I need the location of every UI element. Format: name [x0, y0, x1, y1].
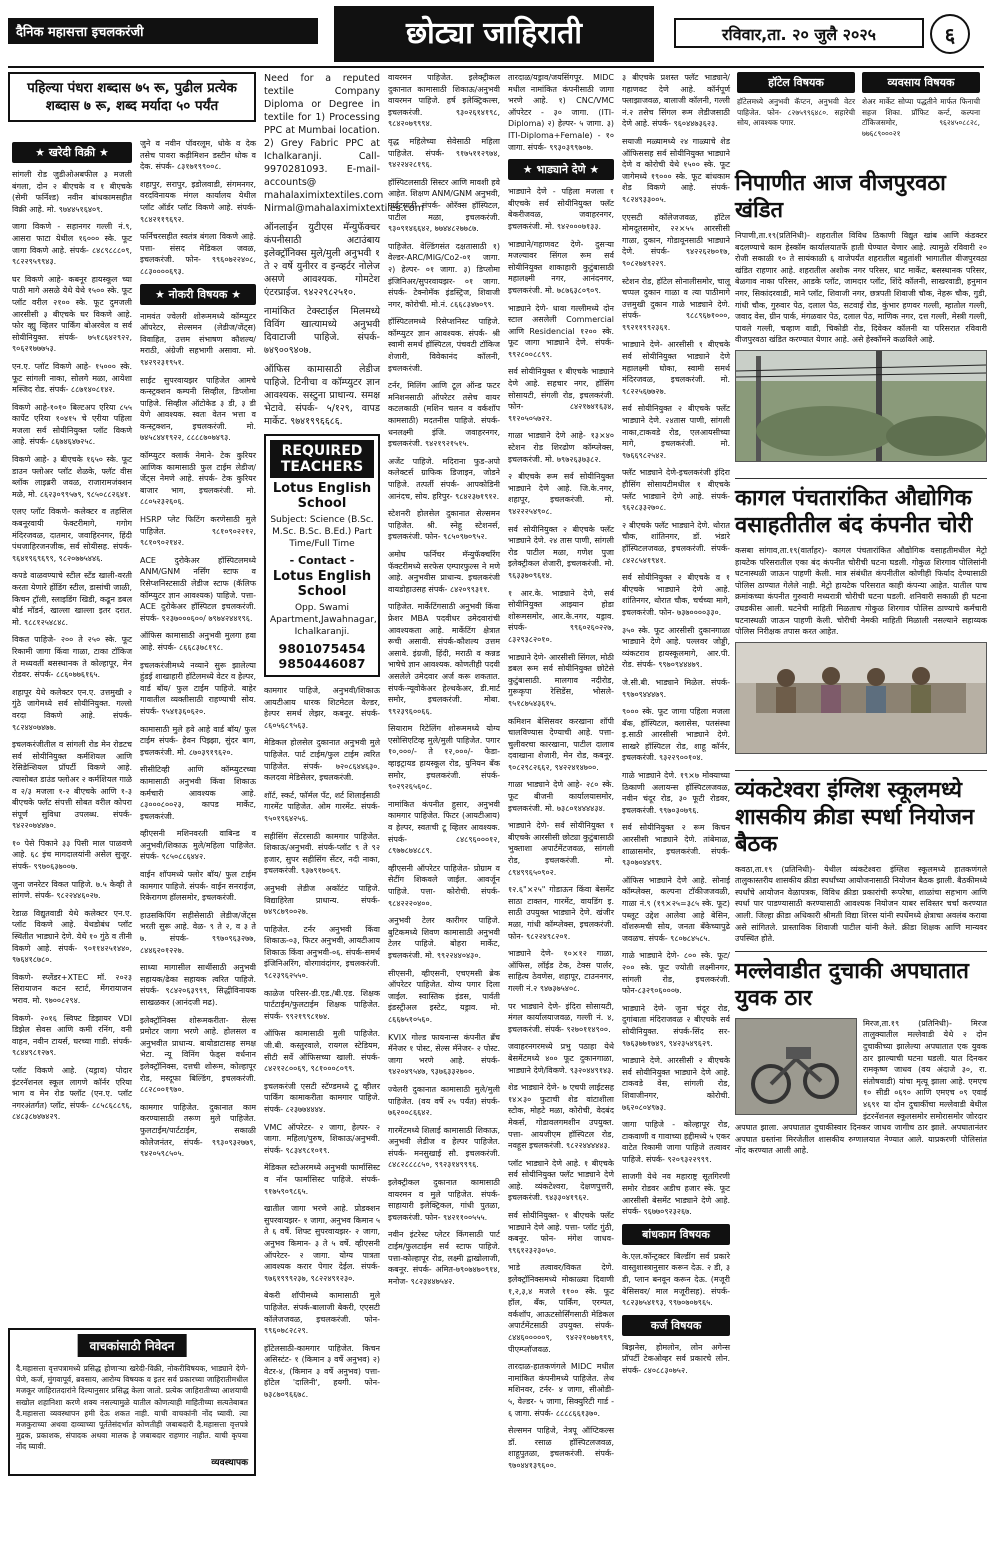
classified-ad: हॉटेलसाठी-कामगार पाहिजेत. किचन असिस्टंट- १ (किमान ३ वर्षे अनुभव) २) वेटर-४, (किमान ३ वर्षे अनुभव) पत्ता-हॉटेल 'दालिनी', हयगी. फोन- ७३८७०९६६७८.: [264, 1343, 380, 1400]
classified-ad: इचलकरंजी एसटी स्टॅण्डमध्ये टू व्हीलर पार्किंग कामाकरीता कामगार पाहिजे. संपर्क- ८२३७७४४४४.: [264, 1081, 380, 1114]
column-classifieds-sale: [8, 72, 136, 1322]
classified-ad: विकणे आहे- ३ बीएचके १६५० स्के. फूट डाउन फ्लोअर प्लॉट शेळके, फ्लॅट वीस ब्लॉक लाइब्ररी जवळ, राजारामजंक्शन मळे, मो. ८६२३०९९५७९, ९८५०८८२६४१.: [12, 455, 132, 499]
classified-ad: भाड्याने देणे- आरसीसी १ बीएचके सर्व सोयीनियुक्त भाड्याने देणे महालक्ष्मी घोका, स्वामी समर्थ मंदिरजवळ, इचलकरंजी. मो. ९८२२५६७७२७.: [622, 340, 730, 396]
classified-ad: एलए प्लॉट विकणे- कलेक्टर व तहसिल कबनूरवायी फेक्टरीमागे, गगोग मंदिरजवळ, दातमार, जवाहिरनगर, हिंदी पंथजाहिरजनजीक, सर्व सोयीसह. संपर्क- ९६४१९६९६९९, ९८२०७७५४४६.: [12, 507, 132, 563]
classified-ad: १२.६"×२५" गोडाऊन किंवा बेसमेंट साठा टाक्तन, गारमेंट, वायडिंग इ. साठी उपयुक्त भाड्याने देणे. खंजीर मळा, गांधी कॉम्प्लेक्स, इचलकरंजी. फोन- ९८२२४९८२०१.: [508, 885, 614, 941]
teachers-ad-phone-1: 9801075454: [278, 641, 366, 656]
classified-ad: भाड्याने/गहाणवट देणे- दुसऱ्या मजल्यावर सिंगल रूम सर्व सोयीनियुक्त शाकाहारी कुटुंबासाठी महालक्ष्मी नगर, आनंदनगर, इचलकरंजी. मो. ७८७६३८०९०९.: [508, 239, 614, 295]
classified-ad: अजेंट पाहिजे. मदिराना फुड-अपो कलेक्टर्स ग्राफिक डिजाइन, जोडने पाहिजे. तत्पर्ती संपर्क- आपकोडिनी आनंदच, सोय. हरिपुर- ९८४२३७१९१२.: [388, 456, 500, 501]
newspaper-name: दैनिक महासत्ता इचलकरंजी: [8, 18, 318, 44]
classified-ad: नामांकित कंपनीत हुसार, अनुभवी कामगार पाहिजेत. फिटर (आयटीआय) व हेल्पर, स्वतःची टू व्हिलर आवश्यक. संपर्क- ८४८९६०००१२, ८९७७८७४८८९.: [388, 799, 500, 856]
classified-ad: २ बीएचके रूम सर्व सोयीनियुक्त भाड्याने देणे आहे. जि.के.नगर, शहापूर, इचलकरंजी. मो. ९४२२२५४९०८.: [508, 472, 614, 516]
classified-ad: कपडे वाळवण्याचे स्टील स्टँड खाली-वरती करता येणारे होंडिंग स्टील, डासांची जाळी, किचन ट्रॉली, स्लाइडिंग खिडी, कढून डबल बोर्ड मॉडर्न, खाल्ला खाल्ला इतर दरात. मो. ९८८१२५४८४८.: [12, 571, 132, 627]
masthead: [8, 6, 984, 64]
classified-ad: गाळा भाड्याने देणे आहे- २८० स्के. फूट बीजनी कार्यालयासमोर, इचलकरंजी. मो. ७३८०१४४४४३४.: [508, 780, 614, 813]
classified-ad: खातील जागा भरणे आहे. प्रोडक्शन सुपरवायझर- १ जागा, अनुभव किमान ५ ते ६ वर्षे. शिफ्ट सुपरवायझर- २ जागा, अनुभव किमान- ३ ते ५ वर्षे. व्हीएसनी ऑपरेटर- २ जागा. योग्य पात्रता आवश्यक करार पेगार देईल. संपर्क- ९७६१९९९२३७, ९८२२४९१२३०.: [264, 1204, 380, 1283]
column-rentals-2: [618, 72, 734, 1532]
classified-ad: नवीन इंटरेस्ट प्लेटर किंगसाठी पार्ट टाईम/फुलटाईम सर्व स्टाफ पाहिजे. पत्ता-कोल्हापूर रोड, लक्ष्मी द्वाखोलाजी, कबनूर. संपर्क- अमित-७९०७४७०९१४, मनोज- ९८२३४४७५४२.: [388, 1230, 500, 1286]
divider: [735, 478, 987, 479]
classified-ad: कामासाठी मुले हवे आहे वार्ड बॉय/ फुल टाईम संपर्क- हेवन पिझ्झा, सुंदर बाग, इचलकरंजी. मो. ८७०३९१९६२०.: [140, 724, 256, 757]
classified-ad: विकणे- स्प्लेंडर+XTEC मॉ. २०२३ सिरायाजन कटन स्टार्ट, मेंगरायाजन भराव. मो. ९७००८२९४.: [12, 972, 132, 1005]
classified-ad: प्लॉट भाड्याने देणे आहे. १ बीएचके सर्व सोयीनियुक्त फ्लॅट भाड्याने देणे आहे. व्यंकटेश्वरा, देक्षणपुत्तरी, इचलकरंजी. ९४३३०४१९६२.: [508, 1158, 614, 1203]
classified-ad: भाड्याने देणे- जुना चंदूर रोड, दुगांबाता मंदिराजवळ २ बीएचके सर्व सोयीनियुक्त. संपर्क-सिंद सर- ९७६३७७१७४९, ९४२३५४९६२९.: [622, 1003, 730, 1048]
column-jobs-3: [384, 72, 504, 1532]
classified-ad: ज्वेलरी दुकानात कामासाठी मुले/मुली पाहिजेत. (वय वर्षे २५ पर्यंत) संपर्क- ७६२००८६६४२.: [388, 1084, 500, 1118]
classified-ad: गाळे भाड्याने देणे- ८०० स्के. फूट/२०० स्के. फूट ज्योती लक्ष्मीनगर, सांगली रोड, इचलकरंजी. फोन-८३२९०६०००७.: [622, 951, 730, 996]
teachers-ad-school: Lotus English School: [272, 481, 372, 511]
classified-ad: सेल्समन पाहिजे, नेत्रपू ऑप्टिकल्स डॉ. रसाळ हॉस्पिटलजवळ, शाहूपुतळा, इचलकरंजी. संपर्क- ९७०४४१३९६००.: [508, 1426, 614, 1470]
classified-ad: सहीसिंग सेंटरसाठी कामगार पाहिजेत. शिकाऊ/अनुभवी. संपर्क-प्लॉट ९ ते ९२ हजार, सुपर सहीसिंग सेंटर, नदी नाका, इचलकरंजी. ९३७९१७०६९.: [264, 831, 380, 876]
classified-ad: जे.सी.बी. भाड्याने मिळेल. संपर्क- ९९७०९४४४७९.: [622, 677, 730, 699]
classified-ad: ऑफिस भाड्याने देणे आहे. सोनाई कॉम्प्लेक्स, कल्पना टॉकीजजवळी, गाळा नं.९ (१९×२५=३८५ स्के. फूट) पब्लूट उद्देश आलेवा आहे बेसिन, वॉशरूमची सोय, जनता बँकेच्यापुढे जवळच. संपर्क- ९८०७८४५८५.: [622, 875, 730, 943]
column-rentals: [504, 72, 618, 1532]
classified-ad: हाउसकिपिंग सहीसेसाठी लेडीज/जेंट्स भरती सुरू आहे. वेळ- ९ ते २, व ३ ते ७. संपर्क- ९९७०९६३२७७, ८४४६२०१२२७.: [140, 910, 256, 955]
story-1-headline: निपाणीत आज वीजपुरवठा खंडित: [735, 171, 946, 223]
page-number: ६: [930, 14, 970, 54]
classified-ad: ऑनलाईन युटीएस मॅन्युफॅक्चर कंपनीसाठी अटाउंबाय इलेक्ट्रॉनिक्स मुले/मुली अनुभवी १ ते २ वर्षे युनीरर व इन्व्हर्टर नोलेज असणे आवश्यक. गोमटेश एंटरप्राईज. ९४२२९८२५१०.: [264, 222, 380, 298]
classified-ad: २ बीएचके फ्लॅट भाड्याने देणे. थोरात चौक, शांतिनगर, डॉ. भंडारे हॉस्पिटलजवळ, इचलकरंजी. संपर्क- ८४२८५४१९४१.: [622, 520, 730, 565]
classified-ad: ३ बीएचके प्रशस्त फ्लॅट भाड्याने/गहाणवट देणे आहे. कॉर्नपूर्ण फ्लाझाजवळ, बालाजी कॉलनी, गल्ली नं.२ तसेच सिंगल रूम लेडीजसाठी देणे आहे. संपर्क- ९६०४४७३६२३.: [622, 73, 730, 129]
classified-ad: सांगली रोड जुडीओअबफील ३ मजली बंगला, दोन २ बीएचके व १ बीएचके (सेमी फर्निश्ड) नवीन बांधकामसहीत विक्री आहे. मो. ९७४४५१६४०९.: [12, 170, 132, 214]
classified-ad: कामगार पाहिजे, अनुभवी/शिकाऊ आयटीआय धारक शिटमेटल वेल्डर, हेल्पर समर्थ लेझर, कबनूर. संपर्क- ८६०५६८९५६३.: [264, 686, 380, 730]
classified-ad: सर्व सोयीनियुक्त २ रूम किचन आरसीसी भाड्याने देणे. तांबेमाळ, शाळासमोर, इचलकरंजी. संपर्क- ९३०७०४४९९.: [622, 823, 730, 868]
classified-ad: पाहिजेत. वेल्डिंगसंत दक्षतासाठी १) वेल्डर-ARC/MIG/Co2-०१ जागा. २) हेल्पर- ०१ जागा. ३) डिप्लोमा इंजिनिअर/सुपरवायझर- ०१ जागा. संपर्क- टेक्नोमॅक इंडस्ट्रिज, शिवाजी नगर, कोरोची. मो.नं. ८६६८३४७०९९.: [388, 241, 500, 309]
classified-ad: सर्व सोयीनियुक्त २ बीएचके व १ बीएचके भाड्याने देणे आहे. शांतिनगर, थोरात चौक, चर्चच्या मागे, इचलकरंजी. फोन- ७३७००००३३०.: [622, 573, 730, 617]
classified-ad: इचलकरंजीतील व सांगली रोड मेन रोडटच सर्व सोयीनियुक्त कर्मशियल आणि रेसिडेन्शियल प्रॉपर्टी विकणे आहे. त्यासोबत डाउंड फ्लोअर २ कर्मशियल गाळे व २/३ मजला १-२ बीएचके आणि १-३ बीएचके फ्लॅट संपत्ती सोबत वरील कोपरा संपूर्ण सुविधा उपलब्ध. संपर्क- ९४२२०७४४७०.: [12, 740, 132, 831]
classified-ad: घर विकणे आहे- कबनूर हायस्कूल च्या पाठी मागे असळे येथे येथे १५०० स्के. फूट प्लॉट वरील २१०० स्के. फूट दुमजली आरसीसी ३ बीएचके घर विकणे आहे. फोर व्ह्यु व्हिलर पार्किंग बोअरवेल व सर्व सोयीनियुक्त. संपर्क- ७५१८६४२९२२, ९०६२१७७७५३.: [12, 274, 132, 354]
classified-ad: एएसटी कॉलेजजवळ, हॉटेल मोमदूतसमोर, २२×५५ आरसीसी गाळा, दुकान, गोडावूनसाठी भाड्याने देणे. संपर्क- ९४२२६२७०१७, ९०८२७४९२२९.: [622, 212, 730, 268]
news-column: [735, 170, 987, 1161]
classified-ad: बिझनेस, होमलोन, लोन अगेन्स प्रॉपर्टी टेकओव्हर सर्व प्रकारचे लोन. संपर्क- ८४०८८३०७५२.: [622, 1342, 730, 1375]
story-4-body: मिरज,ता.१९ (प्रतिनिधी)- मिरज तालुक्यातील मल्लेवाडी येथे २ दोन दुचाकीच्या झालेल्या अपघातात एक युवक ठार झाल्याची घटना घडली. यात दिनकर रामकृष्ण जाधव (वय अंदाजे ३०, रा. संतोषवाडी) यांचा मृत्यू झाला आहे. एमएच १० सीडी ०६९० आणि एमएच ०९ एवाई ४६९१ या दोन दुचाकींचा मल्लेवाडी बेथील इंटरनॅशनल स्कूलसमोर समोरासमोर जोरदार अपघात झाला. अपघातात दुचाकीस्वार दिनकर जाधव जागीच ठार झाले. अपघातानंतर अपघात ग्रस्तांना मिरजेतील शासकीय रुग्णालयात नेण्यात आले. याप्रकरणी पोलिसांत नोंद करण्यात आली आहे.: [735, 1018, 987, 1156]
classified-ad: अनुभवी लेडीज अकॉटंट पाहिजे. विद्याहिरेता प्राधान्य. संपर्क- ७४९८७९००२७.: [264, 883, 380, 917]
readers-notice: [8, 1328, 256, 1476]
power-line-photo: [735, 350, 987, 462]
classified-ad: इचलकरंजीमध्ये नव्याने सुरू झालेल्या हुंडई शाखाहारी हॉटेलमध्ये वेटर व हेल्पर, वार्ड बॉय/ फुल टाईम पाहिजे. बाहेर गावातील व्यक्तीसाठी राहण्याची सोय. संपर्क- ९५४१३६०६२०.: [140, 660, 256, 716]
section-heading: बांधकाम विषयक: [622, 1224, 730, 1245]
classified-ad: KVIX गोल्ड फायनान्स कंपनीत ब्रँच मॅनेजर १ पोस्ट, सेल्स मॅनेजर- २ पोस्ट. जागा भरणे आहे. संपर्क- ९४२०४९५४७, ९३७६३३२७००.: [388, 1032, 500, 1077]
classified-ad: के.एल.कॉन्ट्रक्टर बिल्डींग सर्व प्रकारे वास्तुशास्त्रानुसार करून देऊ. २ डी, ३ डी, प्लान बनवून करून देऊ. (मजूरी बेसिसवर/ माल मजूरीसह). संपर्क- ९८२३७५४१९३, ९९७०७०७९६५.: [622, 1251, 730, 1308]
teachers-ad-address: Opp. Swami Apartment,Jawahnagar, Ichalkaranji.: [270, 603, 377, 637]
section-heading: ★ नोकरी विषयक ★: [140, 284, 256, 305]
classified-ad: पर भाड्याने देणे- इंदिरा सोसायटी, मंगल कार्यालयाजवळ, गल्ली नं. ४, इचलकरंजी. संपर्क- ९२७०११४९००.: [508, 1001, 614, 1034]
classified-ad: सयाजी मळ्यामध्ये २४ गाळ्याचे शेड ऑफिससह सर्व सोयीनियुक्त भाड्याने देणे व कोरोची येथे १५०० स्के. फूट जागेमध्ये १९००० स्के. फूट बांधकाम शेड विकणे आहे. संपर्क- ९८२४९३३००५.: [622, 136, 730, 204]
classified-ad: फर्निचरसहीत स्वतंत्र बंगला विकणे आहे. पत्ता- संसद मेडिकल जवळ, इचलकरंजी. फोन- ९९६०७२२४०८, ८८३००००६९३.: [140, 232, 256, 276]
story-4-headline: मल्लेवाडीत दुचाकी अपघातात युवक ठार: [735, 958, 969, 1011]
story-2-body: कसबा सांगाव,ता.१९(वार्ताहर)- कागल पंचतारांकित औद्योगिक वसाहतीमधील मेट्रो हायटेक परिसरातील एका बंद कंपनीत चोरीची घटना घडली. गोकुळ शिरगाव पोलिसांनी घटनास्थळी जाऊन पाहणी केली. मात्र संबंधीत कंपनीतील कोणीही फिर्याद देण्यासाठी पोलिस ठाण्यात गेलेले नाही. मेट्रो हायटेक परिसरात काही कंपन्या आहेत. यातील पाच क्रमांकच्या कंपनीत गुरुवारी मध्यरात्री चोरीची घटना घडली. शनिवारी सकाळी ही घटना उघडकीस आली. घटनेची माहिती मिळताच गोकुळ शिरगाव पोलिस ठाण्याचे कर्मचारी घटनास्थळी जाऊन पाहणी केली. चोरीची नेमकी माहिती मिळाली नसल्याने सहाय्यक पोलिस निरीक्षक तपास करत आहेत.: [735, 545, 987, 637]
classified-ad: शहापुर, सरापुर, इडोलवाडी, संगमनगर, वरदविनायक मंगल कार्यालय येथील प्लॉट ऑर्डर प्लॉट विकणे आहे. संपर्क- ९८४२११९६९२.: [140, 179, 256, 224]
accident-photo: [735, 1018, 857, 1115]
classified-ad: फ्लॅट भाड्याने देणे-इचलकरंजी इंदिरा हौसिंग सोसायटीमधील १ बीएचके फ्लॅट भाड्याने देणे आहे. संपर्क- ९६२८३३२७०८.: [622, 468, 730, 513]
classified-ad: स्टेशन रोड, हॉटेल सोनालीसमोर, चालू चप्पल दुकान गाळा व त्या पाठीमागे उत्तमुखी दुकान गाळे भाड्याने देणे. संपर्क- ९८८९६७१०००, ९९२११९९२३६१.: [622, 276, 730, 332]
classified-ad: एन.ए. प्लॉट विकणे आहे- १५००० स्के. फूट सांगली नाका, सोलगे मळा, आयेशा मस्जिद रोड. संपर्क- ८८७१४०८१४२.: [12, 361, 132, 395]
classified-ad: वाईन शॉपमध्ये फ्लोर बॉय/ फुल टाईम कामगार पाहिजे. संपर्क- वाईन सनराईज, रिकेरागण हॉलसमोर, इचलकरंजी.: [140, 870, 256, 903]
classified-ad: ऑफिस कामासाठी अनुभवी मुलगा हवा आहे. संपर्क- ८६६८३७८१९८.: [140, 631, 256, 652]
classified-ad: स्टेशनरी होलसेल दुकानात सेल्समन पाहिजेत. श्री. स्नेहू स्टेशनर्स, इचलकरंजी. फोन- ९८५०९७०९५२.: [388, 509, 500, 542]
column-jobs: [136, 72, 260, 1322]
classified-ad: सर्व सोयीनियुक्त २ बीएचके फ्लॅट भाड्याने देणे. २४तास पाणी, सांगली नाका,टाकवडे रोड, एलआयसीच्या मागे, इचलकरंजी. मो. ९७६६९८२५४२.: [622, 404, 730, 460]
teachers-ad-contact-label: - Contact -: [289, 554, 355, 567]
classified-ad: १० पेसे पिकाने ३३ पिसी माल पाळवणे आहे. ६८ इंच मागदालयांनी असेल सुजूर. संपर्क- ९९७०६३७००७.: [12, 838, 132, 872]
classified-ad: कमिशन बेसिसवर करखाना शॉपी चालविण्यास देण्याची आहे. पत्ता-चुलीवरचा कारखाना, पाटील दालाव दवाखाना शेजारी, मेन रोड, कबनूर. ९०८२९८२६६२, ९४२२४१४७००.: [508, 716, 614, 772]
classified-ad: भाड्याने देणे. आरसीसी २ बीएचके सर्व सोयीनियुक्त भाड्याने देणे आहे. टाकवडे वेस, सांगली रोड, शिवाजीनगर, कोरोची. ७६२०८०४९७३.: [622, 1056, 730, 1112]
hotel-heading: हॉटेल विषयक: [737, 72, 855, 93]
classified-ad: इलेक्ट्रॉनिक्स शोरूमकरीता- सेल्स प्रमोटर जागा भरणे आहे. होलसल व अनुभवीत प्राधान्य. बायोडाटासह समक्ष भेटा. न्यू विनिंग फेड्स वर्धनान इलेक्ट्रॉनिक्स, दत्तची शोरूम, कोल्हापूर रोड, मस्दूफा बिल्डिंग, इचलकरंजी. ८८२८००१९७०.: [140, 1015, 256, 1095]
classified-ad: सर्व सोयीनियुक्त- १ बीएचके फ्लॅट भाड्याने देणे आहे. पत्ता- प्लॉट गुंठी, कबनूर. फोन- मंगेश जाधव- ९९६१२३२३०५०.: [508, 1211, 614, 1255]
classified-ad: गाळा भाड्याने देणे आहे- १३×४० स्टेशन रोड शिरढोण कॉम्प्लेक्स, इचलकरंजी. मो. ७९७२६३७३८२.: [508, 431, 614, 464]
classified-ad: विकत पाहिजे- २०० ते २५० स्के. फूट रिकामी जागा किंवा गाळा, टाका टॉकिज ते मध्यवर्ती बसस्थानक ते कोल्हापूर, मेन रोडवर. संपर्क- ८८६०७७६१६५.: [12, 635, 132, 680]
classified-ad: भाड्याने देणे- धावा गल्लीमध्ये दोन स्टाल असलेली Commercial आणि Residencial १२०० स्के. फूट जागा भाड्याने देणे. संपर्क- ९९२८००८८९९.: [508, 303, 614, 359]
classified-ad: बेकरी शॉपीमध्ये कामासाठी मुले पाहिजेत. संपर्क-बालाजी बेकरी, एएसटी कॉलेजजवळ, इचलकरंजी. फोन- ९९६०७८२८२९.: [264, 1291, 380, 1336]
classified-ad: पाहिजेत. टर्नर अनुभवी किंवा शिकाऊ-०३, फिटर अनुभवी, आयटीआय शिकाऊ किंवा अनुभवी-०६. संपर्क-समर्थ इंजिनिअरिंग, वोरगावंदांगर, इचलकरंजी. ९८२३९६२५५०.: [264, 924, 380, 981]
ad-rate-box: पहिल्या पंधरा शब्दास ७५ रू, पुढील प्रत्येक शब्दास ७ रू, शब्द मर्यादा ५० पर्यंत: [8, 72, 256, 122]
classified-ad: साजगी येथे नव महाराष्ट्र सूतगिरणी समोर रोडवर अडीच हजार स्के. फूट आरसीसी बेसमेंट भाड्याने देणे आहे. संपर्क- ९६७७०९२३२६७.: [622, 1172, 730, 1217]
divider: [735, 951, 987, 952]
classified-ad: हॉस्पिटलसाठी सिस्टर आणि मावशी हवे आहेत. शिक्षण ANM/GNM अनुभवी, नाईटसाठी संपर्क- ओरॅक्स हॉस्पिटल, पाटील मळा, इचलकरंजी. ९३०९१४६६४२, ७७४४८२७७८७.: [388, 177, 500, 234]
classified-ad: Need for a reputed textile Company Diploma or Degree in textile for 1) Processing PPC at Mumbai location. 2) Grey Fabric PPC at Ichalkaranji. Call- 9970281093. E-mail- accounts@ mahalaximixtextiles.com Nirmal@mahalaximixtextiles.com: [264, 73, 424, 214]
classified-ad: विकणे- २०१६ स्विफ्ट डिझायर VDI डिझेल सेवस आणि कमी रनिंग, वनी वाहन, नवीन टायर्स, घरच्या गाडी. संपर्क- ९८४४९८१२७९.: [12, 1013, 132, 1058]
meeting-photo: [735, 642, 987, 754]
classified-ad: अमोघ फर्निचर मॅन्युफॅक्चरिंग फॅक्टरीमध्ये सरफेस एम्पारफुल्स ने मणे आहे. अनुभवीस प्राधान्य. इचलकरंजी वायडोहाउसह संपर्क- ८४२०९९३११.: [388, 549, 500, 594]
business-ad: शेअर मार्केट सोप्या पद्धतीने मार्फत फिनाची सहज शिका. प्रॉफिट कर्न्ट, कल्पना टॉकिजसमोर, ९६२४५०८८२८, ७७६८९०००२१: [862, 97, 980, 138]
story-3-body: कवठा,ता.१९ (प्रतिनिधी)- येथील व्यंकटेश्वरा इंग्लिश स्कूलमध्ये हातकणंगले तालुकास्तरीय शासकीय क्रीडा स्पर्धांच्या आयोजनासाठी नियोजन बैठक झाली. बैठकीमध्ये स्पर्धांचे आयोजन वेळापत्रक, विविध क्रीडा प्रकारांची रूपरेषा, शाळांचा सहभाग आणि स्पर्धा पार पाडण्यासाठी करण्यासाठी आवश्यक नियोजन याबर सविस्तर चर्चा करण्यात आली. जिल्हा क्रीडा अधिकारी श्रीमती विद्या शिरस यांनी स्पर्धेमध्ये क्षेत्राचा अवलंब करावा असे सांगितले. प्रास्ताविक शिवाजी पाटील यांनी केले. क्रीडा शिक्षक आणि मान्यवर उपस्थित होते.: [735, 864, 987, 944]
classified-ad: शॉर्ट, स्कर्ट, फॉर्मल पँट, शर्ट शिलाईसाठी गारमेंट पाहिजेत. ओम गारमेंट. संपर्क- ९५०१९६४२५६.: [264, 790, 380, 823]
classified-ad: शहापूर येथे कलेक्टर एन.ए. उत्तमुखी २ गुंठे जागेमध्ये सर्व सोयीनियुक्त. गल्लो वरदा विकणे आहे. संपर्क- ९८२४४०७४७७.: [12, 687, 132, 732]
story-3-headline: व्यंकटेश्वरा इंग्लिश स्कूलमध्ये शासकीय क्रीडा स्पर्धा नियोजन बैठक: [735, 777, 975, 857]
divider: [735, 770, 987, 771]
classified-ad: भाडे तत्वावर/विकत देणे. इलेक्ट्रॉनिक्समध्ये मोकाळ्या दिवाणी १,२,३,४ मजले ११०० स्के. फूट हॉल, बँक, पार्किंग, एरम्पत, वर्कशॉप, आऊटसोर्सिंगसाठी मेडिकल अपार्टमेंटसाठी उपयुक्त. संपर्क- ८४४६०००००९, ९४२२१०७७९९९, पीएम्प्लॉजवळ.: [508, 1263, 614, 1354]
classified-ad: तारदाळ-हातकणंगले MIDC मधील नामांकित कंपनीमध्ये पाहिजेत. लेथ मशिनवर, टर्नर- ४ जागा, सीओडी- ५, वेल्डर- ५ जागा, सिक्युरिटी गार्ड - ६ जागा. संपर्क- ८८८८६६१३७०.: [508, 1362, 614, 1418]
classified-ad: इलेक्ट्रीकल दुकानात कामासाठी वायरमन व मुले पाहिजेत. संपर्क- साहायारी इलेक्ट्रिकल, गांधी पुतळा, इचलकरंजी. फोन- ९४२११००५५५.: [388, 1178, 500, 1222]
classified-ad: नामांकित टेक्स्टाईल मिलमध्ये विविंग खात्यामध्ये अनुभवी दिवाटाजी पाहिजे. संपर्क- ७४९००९४०७.: [264, 306, 380, 356]
teachers-ad: [264, 434, 380, 677]
classified-ad: सर्व सोयीनियुक्त १ बीएचके भाड्याने देणे आहे. सहचार नगर, हॉसिंग सोसायटी, संगली रोड, इचलकरंजी. फोन- ८४२१७४१६३४, ९१२०५०५७२२.: [508, 367, 614, 423]
business-heading: व्यवसाय विषयक: [862, 72, 980, 93]
classified-ad: भाड्याने देणे - पहिला मजला १ बीएचके सर्व सोयीनियुक्त फ्लॅट बेकरीजवळ, जवाहरनगर, इचलकरंजी. मो. ९४२०००७१३३.: [508, 187, 614, 231]
classified-ad: सर्व सोयीनियुक्त २ बीएचके फ्लॅट भाड्याने देणे. २४ तास पाणी, सांगली रोड पाटील मळा, गणेश पुजा इलेक्ट्रीकल शेजारी, इचलकरंजी. मो. ९६३३७०९६१४.: [508, 524, 614, 580]
classified-ad: ACE दुरोकेअर हॉस्पिटलमध्ये ANM/GNM नर्सिंग स्टाफ व रिसेप्शनिस्टसाठी लेडीज स्टाफ (कॅलिफ कॉम्प्युटर ज्ञान आवश्यक) पाहिजे. पत्ता- ACE दुरोकेअर हॉस्पिटल इचलकरंजी. संपर्क- ९२३७०००६००/ ७९७४२४४१९६.: [140, 555, 256, 623]
classified-ad: सीसीटिव्ही आणि कॉम्प्युटरच्या कामासाठी अनुभवी किंवा शिकाऊ कर्मचारी आवश्यक आहे. ८३०००८००२३, कापड मार्केट, इचलकरंजी.: [140, 765, 256, 821]
classified-ad: ३५० स्के. फूट आरसीसी दुकानगाळा भाड्याने देणे आहे. पल्लवर जोड्डी, व्यंकटराव हायस्कूलमागे, आर.पी. रोड. संपर्क- ९९७०९४४४७९.: [622, 625, 730, 670]
notice-signature: व्यवस्थापक: [211, 1457, 248, 1468]
classified-ad: कॉम्प्युटर क्लार्क नेमाने- टेक कुरियर आणिक कामासाठी फुल टाईम लेडीज/जेंट्स नेमणे आहे. संपर्क- टेक कुरियर बाजार भाग, इचलकरंजी. मो. ८८०५२३२६०६.: [140, 451, 256, 507]
classified-ad: मेडिकल स्टोअरमध्ये अनुभवी फार्मासिस्ट व नॉन फार्मासिस्ट पाहिजे. संपर्क- ९१७५९०९८६५.: [264, 1163, 380, 1196]
teachers-ad-phone-2: 9850446087: [278, 656, 366, 671]
classified-ad: कामगार पाहिजेत. दुकानात काम करण्यासाठी तरूण मुले पाहिजेत. फुलटाईम/पार्टटाईम, सकाळी कोलेजनंतर, संपर्क- ९९३०९३२७७९, ९४२०५९८५०५.: [140, 1102, 256, 1159]
notice-heading: वाचकांसाठी निवेदन: [78, 1334, 187, 1357]
section-heading: कर्ज विषयक: [622, 1315, 730, 1336]
classified-ad: हॉस्पिटलमध्ये रिसेप्शनिस्ट पाहिजे. कॉम्प्युटर ज्ञान आवश्यक. संपर्क- श्री स्वामी समर्थ हॉस्पिटल, पंचवटी टॉकिज शेजारी, विवेकानंद कॉलनी, इचलकरंजी.: [388, 317, 500, 373]
classified-ad: जुने व नवीन पॉवरलूम, धोके व देक तसेच पावरा कड़ीमिशन डस्टीन धोक व देक. संपर्क- ८३१७१९९००८.: [140, 139, 256, 172]
classified-ad: जुना जनरेटर विकत पाहिजे. ७.५ केव्ही ते सांगणे. संपर्क- ९८२२४४६०२७.: [12, 879, 132, 901]
classified-ad: अनुभवी टेलर कारीगर पाहिजे. बुटिकमध्ये शिवण कामासाठी अनुभवी टेलर पाहिजे. बोहरा मार्केट, इचलकरंजी. मो. ९९२२४४०४३०.: [388, 916, 500, 960]
section-heading: ★ खरेदी विक्री ★: [12, 142, 132, 163]
classified-ad: साध्या मागासील साथींसाठी अनुभवी सहायक/ढेका सहायक त्वरित पाहिजे. संपर्क- ९८४२०६३९९९, सिद्धीविनायक साखळकर (आनंदजी मढ).: [140, 963, 256, 1007]
issue-date: रविवार,ता. २० जुलै २०२५: [674, 18, 924, 48]
classified-ad: HSRP प्लेट फिटिंग करणेसाठी मुले पाहिजेत. ९८१०९०२२१२, ९८१०९०२१४२.: [140, 515, 256, 548]
story-2-headline: कागल पंचतारांकित औद्योगिक वसाहतीतील बंद कंपनीत चोरी: [735, 485, 973, 538]
classified-ad: भाड्याने देणे- आरसीसी सिंगल, मोठी डबल रूम सर्व सोयीनियुक्त छोटेसे कुटुंबासाठी. मालगाव नदीरोड, गुरूकृपा रेसिडेंस, भोसले- ९५१८७५४३६१५.: [508, 652, 614, 708]
classified-ad: काळेज परिसर-डी.एड./बी.एड. शिक्षक पार्टटाईम/फुलटाईम शिक्षक पाहिजेत. संपर्क- ९९२१९९८१७४.: [264, 988, 380, 1021]
classified-ad: साईट सुपरवायझर पाहिजेत आमचे कन्स्ट्रक्शन कम्पनी सिव्हील, डिप्लोमा पाहिजे. सिव्हील ऑटोकेड ३ डी, ३ डी येणे आवश्यक. स्वतः वेतन भत्ता व कन्स्ट्रक्शन, इचलकरंजी. मो. ७४५८४४१९२२, ८८८८७०७४९३.: [140, 375, 256, 443]
classified-ad: भाड्याने देणे- सर्व सोयीनियुक्त १ बीएचके आरसीसी छोट्या कुटुंबासाठी भुक्ताशा अपार्टमेंटजवळ, सांगली रोड, इचलकरंजी. मो. ८९४९९६५०९०२.: [508, 821, 614, 877]
classified-ad: ऑफिस कामासाठी मुली पाहिजेत. जी.बी. कस्तुरवाले, रायगल स्टेडियम, सीटी सर्वे ऑफिसच्या खाली. संपर्क- ८४२१२८००६९, ९८१०००८०९९.: [264, 1029, 380, 1074]
classified-ad: मेडिकल होलसेल दुकानात अनुभवी मुले पाहिजेत. पार्ट टाईम/फुल टाईम त्वरित पाहिजेत. संपर्क- ७२०८६४४६३०. कलदवा मेडिसेलर, इचलकरंजी.: [264, 738, 380, 783]
column-jobs-2: [260, 72, 424, 1532]
classified-ad: वृद्ध महिलेच्या सेवेसाठी महिला पाहिजेत. संपर्क- ९१७५११२९७४, ९४२२४२८१९६.: [388, 136, 500, 170]
page-title: छोट्या जाहिराती: [334, 6, 654, 62]
classified-ad: जागा पाहिजे - कोल्हापूर रोड, टाकवाणी व गावाच्या हद्दीमध्ये ५ एकर वाटेत रिकामी जागा पाहिजे तत्वावर पाहिजे. संपर्क- ९२०९३२२९९९.: [622, 1120, 730, 1164]
classified-ad: व्हीएसनी ऑपरेटर पाहिजेत- प्रोग्राम व सेटींग शिकवले जाईल. आवर्जून पाहिजे. पत्ता- कोरोची. संपर्क- ९८४२२२०४००.: [388, 863, 500, 908]
classified-ad: गाळे भाड्याने देणे. १९×७ मोक्याच्या ठिकाणी अलायन्स हॉस्पिटलजवळ, नवीन चंदूर रोड, ३० फूटी रोडवर, इचलकरंजी. ९९७०३०७९६.: [622, 771, 730, 815]
classified-ad: गारमेंटमध्ये शिलाई कामासाठी शिकाऊ, अनुभवी लेडीज व हेल्पर पाहिजेत. संपर्क- मनसुखाई सौ. इचलकरंजी. ८४८२८८८८५०, ९९२३१४९९९६.: [388, 1125, 500, 1170]
classified-ad: टर्नर, मिलिंग आणि टूल ऑन्ड फटर मनिशनसाठी ऑपरेटर तसेच वायर कटलकाठी (मशिन चलन व वर्कशॉप कामसाठी) मदतनीस पाहिजे. संपर्क-धनलक्ष्मी इंजि. जवाहरनगर, इचलकरंजी. ९४२१९२१५१५.: [388, 381, 500, 449]
classified-ad: १ आर.के. भाड्याने देणे, सर्व सोयीनियुक्त आझ्यान होडा शोरूमसमोर, आर.के.नगर, यड्राव. संपर्क- ९९६०२६०२२७, ८३२९३८२०१०.: [508, 588, 614, 644]
classified-ad: VMC ऑपरेटर- २ जागा, हेल्पर- २ जागा. महिला/पुरुष, शिकाऊ/अनुभवी. संपर्क- ९८३४९८१०१९.: [264, 1122, 380, 1155]
classified-ad: वायरमन पाहिजेत. इलेक्ट्रीकल दुकानात कामासाठी शिकाऊ/अनुभवी वायरमन पाहिजे. हर्ष इलेक्ट्रिकल्स, इचलकरंजी. ९३०२६१४१९८, ९८४२०७९९९४.: [388, 73, 500, 129]
classified-ad: सियाराम रिटेलिंग शोरूममध्ये योग्य एसोसिएटिव्ह मुले/मुली पाहिजेत. पगार १०,०००/- ते १२,०००/- फेडा- व्हाइट्रायड हायस्कूल रोड, युनियन बँक समोर, इचलकरंजी. संपर्क- ९०२९२६५६०८.: [388, 724, 500, 792]
classified-ad: नामवंत ज्वेलरी शोरूममध्ये कॉम्प्युटर ऑपरेटर, सेल्समन (लेडीज/जेंट्स) विवाहित, उत्तम संभाषण कौशल्य/ मराठी, अंग्रेजी सहभागी असावा. मो. ९४२९२३१९५१.: [140, 311, 256, 367]
classified-ad: ९००० स्के. फूट जागा पहिला मजला बँक, हॉस्पिटल, क्लासेस, पतसंस्था इ.साठी आरसीसी भाड्याने देणे. साखरे हॉस्पिटल रोड, शाहू कॉर्नर, इचलकरंजी. ९३२२९००१०४.: [622, 707, 730, 763]
hotel-ad: हॉटेलमध्ये अनुभवी कॅप्टन, अनुभवी वेटर पाहिजेत. फोन- ८२७५९९६४८०. सहारेची सोय, आवश्यक पगार.: [737, 97, 855, 128]
classified-ad: व्हीएसनी मशिनवरती वाबिन्ड व अनुभवी/शिकाऊ मुले/महिला पाहिजेत. संपर्क- ९८५०८८६४४२.: [140, 829, 256, 862]
header-rule: [8, 66, 984, 68]
classified-ad: पाहिजेत. मार्केटिंगसाठी अनुभवी किंवा फ्रेशर MBA पदवीधर उमेदवारांची आवश्यकता आहे. मार्केटिंग क्षेत्रात रूची असावी. संपर्क-कौशल्य उत्तम असावे. इंग्रजी, हिंदी, मराठी व कन्नड भाषेचे ज्ञान आवश्यक. कोणतीही पदवी असलेले उमेदवार अर्ज करू शकतात. संपर्क-न्यूवोकेअर हेल्थकेअर, डी.मार्ट समोर, इचलकरंजी. मोबा. ९९२३९६००६६.: [388, 602, 500, 716]
classified-ad: जवाहरनगरमध्ये प्रभु पठाहा येथे बेसमेंटमध्ये ४०० फूट दुकानगाळा, भाड्याने देणे/विकणे. ९३२०४४९१४३.: [508, 1042, 614, 1075]
story-1-body: निपाणी,ता.१९(प्रतिनिधी)- शहरातील विविध ठिकाणी विद्युत खांब आणि कंडक्टर बदलण्याचे काम हेस्कॉम कार्यालयातर्फे हाती घेण्यात येणार आहे. त्यामुळे रविवारी २० रोजी सकाळी १० ते सायंकाळी ६ वाजेपर्यंत शहरातील बहुतांशी भागातील वीजपुरवठा खंडित राहणार आहे. शहरातील अशोक नगर परिसर, धाट मार्केट, बसस्थानक परिसर, बेळगाव नाका परिसर, आडके प्लॉट, जामदार प्लॉट, शिंदे कॉलनी, साखरवाडी, हनुमान नगर, सिकांदरवाडी, माने प्लॉट, शिवाजी नगर, छत्रपती शिवाजी चौक, नेहरू चौक, गुडी, गांधी चौक, गुरुवार पेठ, दलाल पेठ, सटवाई रोड, कुंभार हणवर गल्ली, म्हातोल गल्ली, जवाद वेस, ग्रीन पार्क, मंगळवार पेठ, दलाल पेठ, माणिक नगर, दत्त गल्ली, मेस्त्री गल्ली, पावले गल्ली, चव्हाण वाडी, चिकोडी रोड, दिवेकर कॉलनी या परिसरात रविवारी वीजपुरवठा खंडित करण्यात येणार आहे. असे हेस्कॉमने कळविले आहे.: [735, 231, 987, 345]
classified-ad: प्लॉट विकणे आहे. (यड्राव) पोदार इंटरनॅशनल स्कूल लागणे कॉर्नर एरिया भाग व मेन रोड फ्लॉट (एन.ए. प्लॉट नगरअंतर्गत) प्लॉट, संपर्क- ८८५८६८८९६, ८४८३८७४७४२९.: [12, 1065, 132, 1122]
classified-ad: जागा विकणे - सहानगर गल्ली नं.९, आसरा फाटा येथील १६००० स्के. फूट जागा विकणे आहे. संपर्क- ८४८९८८८०९, ९८२२९५९९४३.: [12, 222, 132, 267]
hotel-section: [737, 72, 855, 129]
classified-ad: विकणे आहे-१०१० बिल्टअप एरिया ८५५ कार्पेट एरिया १०४१५ चे एरीया पहिला मजला सर्व सोयीनियुक्त प्लॉट विकणे आहे. संपर्क- ८६७४६४७२५८.: [12, 402, 132, 447]
classified-ad: शेड भाड्याने देणे- ७ एचपी लाईटसह १४×३० फुटाची शेड वांटाशीला स्टोक, मोहटे मळा, कोरोची, वेदबंद मेकर्स, गोडावलगमशीन उपयुक्त. पत्ता- आयजीएम हॉस्पिटल रोड, नवहूस इचलकरंजी. ९८२२४४४४४३.: [508, 1083, 614, 1151]
classified-ad: सीएसनी, व्हीएसनी, एचएमसी ब्रेक ऑपरेटर पाहिजेत. योग्य पगार दिला जाईल. स्वास्तिक इंडस, पार्वती इंडस्ट्रीअल इस्टेट, यड्राव. मो. ८६६७५१०५६०.: [388, 968, 500, 1024]
teachers-ad-title: REQUIRED TEACHERS: [270, 440, 374, 478]
teachers-ad-subject: Subject: Science (B.Sc. M.Sc. B.Sc. B.Ed.) Part Time/Full Time: [270, 515, 374, 549]
classified-ad: रेडाळ विद्युतवाडी येथे कलेक्टर एन.ए. प्लॉट विकणे आहे. येथडोबंध प्लॉट स्थितीत भाड्याने देणे. येथे १० गुंठे व तीनी विकणे आहे. संपर्क- ९०११४२५१४४०, ९७६४१८७८०.: [12, 908, 132, 965]
classified-ad: भाड्याने देणे- १०×१२ गाळा, ऑफिस, लॉईड टेक, टेक्स पार्लर, साहित्य ठेवणेस, शहापूर, टाउननगर, गल्ली नं.२ ९४७३७५४०८.: [508, 949, 614, 993]
classified-ad: ऑफिस कामासाठी लेडीज पाहिजे. टिनीचा व कॉम्प्युटर ज्ञान आवश्यक. सस्टुना प्राधान्य. समक्ष भेटावे. संपर्क- ५/१२९, वापड मार्केट. ९७४१९९६६८६.: [264, 364, 380, 427]
classified-ad: तारदाळ/यड्राव/जयसिंगपूर. MIDC मधील नामांकित कंपनीसाठी जागा भरणे आहे. १) CNC/VMC ऑपरेटर - ३० जागा. (ITI-Diploma) २) हेल्पर- ५ जागा. ३) ITI-Diploma+Female) - १० जागा. संपर्क- ९९३०३९९७०७.: [508, 73, 614, 152]
section-heading: ★ भाड्याने देणे ★: [508, 159, 614, 180]
teachers-ad-school-2: Lotus English School: [272, 569, 372, 599]
business-section: [862, 72, 980, 139]
notice-text: दै.महासत्ता वृत्तपत्रामध्ये प्रसिद्ध होणाऱ्या खरेदी-विक्री, नोकरीविषयक, भाड्याने देणे-घेणे, कर्ज, मुंगवापूर्व, ब्रवसाय, आरोग्य विषयक व इतर सर्व प्रकारच्या जाहिरातीमधील मजकूर जाहिरातदारांने दिल्यानुसार प्रसिद्ध केला जातो. प्रत्येक जाहिरातीच्या आशयाची सखोल शहानिशा करणे शक्य नसल्यामुळे यातील कोणत्याही माहितीच्या सत्यतेबाबत दै.महासत्ता व्यवस्थापन हमी देऊ शकत नाही. याची वाचकांनी नोंद घ्यावी. त्या मजकुराच्या अथवा दाव्याच्या पूर्ततेसंदर्भात कोणतीही जबाबदारी दै.महासत्ता वृत्तपत्रे मुद्रक, प्रकाशक, संपादक अथवा मालक हे जबाबदार राहणार नाहीत. याची कृपया नोंद घ्यावी.: [16, 1364, 248, 1452]
